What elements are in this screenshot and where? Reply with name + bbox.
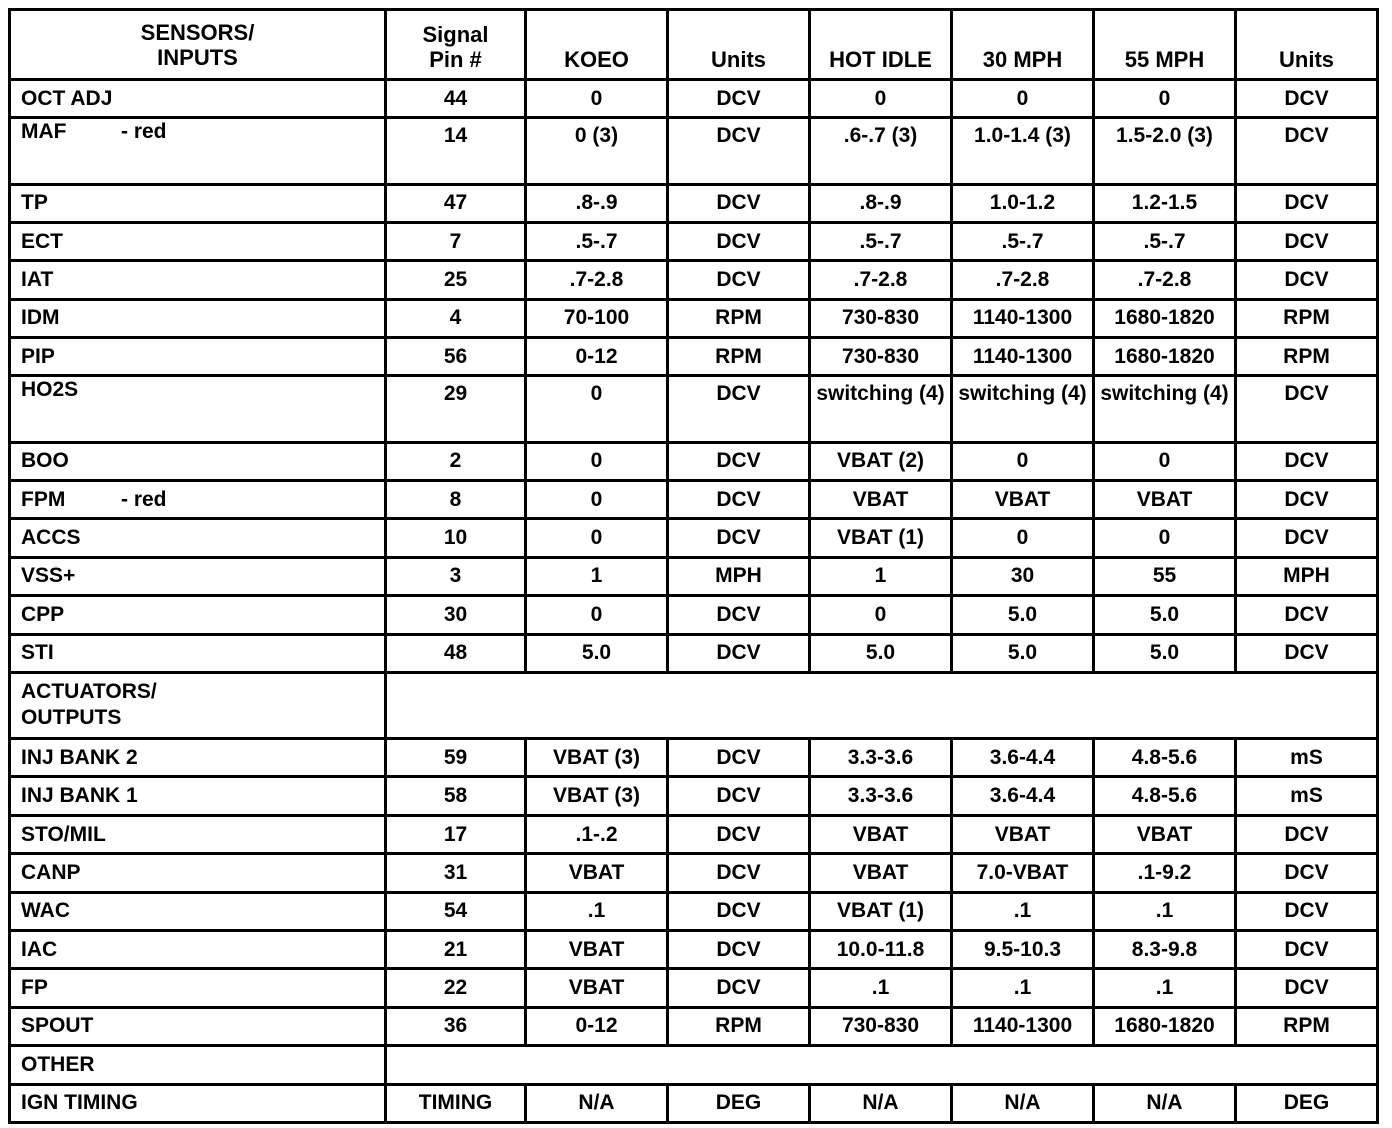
other-heading: OTHER <box>10 1046 386 1084</box>
table-row <box>10 261 1378 299</box>
cell-mph55: VBAT <box>1094 815 1236 853</box>
cell-hot-idle: 3.3-3.6 <box>810 739 952 777</box>
header-hot-idle: HOT IDLE <box>810 10 952 80</box>
cell-hot-idle: 730-830 <box>810 299 952 337</box>
cell-koeo: 1 <box>526 557 668 595</box>
cell-pin: 2 <box>386 442 526 480</box>
cell-units2: DCV <box>1236 222 1378 260</box>
other-section <box>10 1046 1378 1084</box>
cell-koeo: VBAT (3) <box>526 777 668 815</box>
signal-name: STI <box>21 641 54 665</box>
cell-hot-idle: VBAT (1) <box>810 519 952 557</box>
table-row <box>10 519 1378 557</box>
cell-mph30: 1140-1300 <box>952 299 1094 337</box>
cell-mph55: .1-9.2 <box>1094 854 1236 892</box>
table-row <box>10 557 1378 595</box>
header-units: Units <box>668 10 810 80</box>
cell-units2: DCV <box>1236 892 1378 930</box>
cell-hot-idle: N/A <box>810 1084 952 1122</box>
cell-mph30: VBAT <box>952 480 1094 518</box>
cell-units2: DCV <box>1236 376 1378 442</box>
cell-mph55: .7-2.8 <box>1094 261 1236 299</box>
cell-pin: 14 <box>386 118 526 184</box>
wire-color-note: - red <box>121 120 167 144</box>
cell-koeo: .5-.7 <box>526 222 668 260</box>
cell-koeo: VBAT (3) <box>526 739 668 777</box>
cell-hot-idle: .8-.9 <box>810 184 952 222</box>
cell-pin: 29 <box>386 376 526 442</box>
cell-units1: DCV <box>668 969 810 1007</box>
signal-name: WAC <box>21 899 70 923</box>
cell-hot-idle: .5-.7 <box>810 222 952 260</box>
other-heading-row <box>10 1046 1378 1084</box>
row-label <box>10 634 386 672</box>
cell-mph55: 4.8-5.6 <box>1094 777 1236 815</box>
cell-pin: 4 <box>386 299 526 337</box>
row-label <box>10 299 386 337</box>
row-label <box>10 931 386 969</box>
header-row <box>10 10 1378 80</box>
table-row <box>10 480 1378 518</box>
cell-units1: RPM <box>668 338 810 376</box>
table-row <box>10 931 1378 969</box>
cell-units1: DCV <box>668 480 810 518</box>
cell-mph30: 3.6-4.4 <box>952 777 1094 815</box>
cell-koeo: 5.0 <box>526 634 668 672</box>
cell-units2: DCV <box>1236 815 1378 853</box>
cell-mph30: 0 <box>952 442 1094 480</box>
cell-mph55: VBAT <box>1094 480 1236 518</box>
row-label <box>10 519 386 557</box>
cell-koeo: 70-100 <box>526 299 668 337</box>
cell-pin: 59 <box>386 739 526 777</box>
cell-units2: DEG <box>1236 1084 1378 1122</box>
cell-koeo: 0 <box>526 80 668 118</box>
signal-name: CANP <box>21 860 81 884</box>
cell-units1: DCV <box>668 118 810 184</box>
row-label <box>10 739 386 777</box>
cell-hot-idle: VBAT <box>810 480 952 518</box>
cell-pin: 17 <box>386 815 526 853</box>
signal-name: FPM <box>21 487 66 511</box>
cell-units2: DCV <box>1236 118 1378 184</box>
cell-mph30: N/A <box>952 1084 1094 1122</box>
cell-mph55: 0 <box>1094 442 1236 480</box>
cell-pin: 47 <box>386 184 526 222</box>
header-55-mph: 55 MPH <box>1094 10 1236 80</box>
cell-mph30: 0 <box>952 80 1094 118</box>
signal-name: STO/MIL <box>21 822 106 846</box>
table-row <box>10 596 1378 634</box>
cell-units1: DCV <box>668 376 810 442</box>
table-row <box>10 1007 1378 1045</box>
cell-units1: RPM <box>668 299 810 337</box>
cell-hot-idle: 730-830 <box>810 1007 952 1045</box>
actuators-heading: ACTUATORS/ OUTPUTS <box>10 672 386 738</box>
signal-name: INJ BANK 2 <box>21 745 138 769</box>
cell-units1: DCV <box>668 777 810 815</box>
cell-units1: DCV <box>668 596 810 634</box>
cell-mph55: .1 <box>1094 892 1236 930</box>
signal-name: IAC <box>21 937 58 961</box>
cell-mph55: N/A <box>1094 1084 1236 1122</box>
cell-mph30: 30 <box>952 557 1094 595</box>
cell-mph55: 1680-1820 <box>1094 299 1236 337</box>
table-row <box>10 222 1378 260</box>
row-label <box>10 596 386 634</box>
cell-hot-idle: 730-830 <box>810 338 952 376</box>
table-row <box>10 184 1378 222</box>
cell-pin: 7 <box>386 222 526 260</box>
cell-units2: DCV <box>1236 80 1378 118</box>
cell-hot-idle: 5.0 <box>810 634 952 672</box>
cell-mph30: 9.5-10.3 <box>952 931 1094 969</box>
cell-units2: DCV <box>1236 480 1378 518</box>
cell-koeo: VBAT <box>526 854 668 892</box>
cell-pin: 58 <box>386 777 526 815</box>
actuators-heading-blank <box>386 672 1378 738</box>
cell-pin: 22 <box>386 969 526 1007</box>
cell-pin: 48 <box>386 634 526 672</box>
row-label <box>10 480 386 518</box>
actuators-section <box>10 672 1378 738</box>
row-label <box>10 557 386 595</box>
cell-hot-idle: .1 <box>810 969 952 1007</box>
table-row <box>10 892 1378 930</box>
cell-hot-idle: VBAT (2) <box>810 442 952 480</box>
signal-name: CPP <box>21 602 65 626</box>
row-label <box>10 777 386 815</box>
cell-mph55: 55 <box>1094 557 1236 595</box>
signal-name: BOO <box>21 449 69 473</box>
cell-mph30: .7-2.8 <box>952 261 1094 299</box>
cell-hot-idle: VBAT <box>810 815 952 853</box>
cell-units1: DCV <box>668 80 810 118</box>
cell-mph30: 0 <box>952 519 1094 557</box>
signal-name: ACCS <box>21 526 81 550</box>
cell-units1: DCV <box>668 815 810 853</box>
row-label <box>10 261 386 299</box>
row-label <box>10 80 386 118</box>
signal-name: VSS+ <box>21 564 76 588</box>
cell-hot-idle: switching (4) <box>810 376 952 442</box>
signal-name: IAT <box>21 267 54 291</box>
cell-mph55: 5.0 <box>1094 634 1236 672</box>
cell-koeo: 0 <box>526 519 668 557</box>
cell-units2: DCV <box>1236 184 1378 222</box>
cell-mph55: 1680-1820 <box>1094 338 1236 376</box>
cell-units2: DCV <box>1236 261 1378 299</box>
cell-koeo: .7-2.8 <box>526 261 668 299</box>
cell-koeo: 0-12 <box>526 338 668 376</box>
cell-mph30: 1.0-1.2 <box>952 184 1094 222</box>
cell-units2: mS <box>1236 777 1378 815</box>
cell-mph55: 8.3-9.8 <box>1094 931 1236 969</box>
row-label <box>10 892 386 930</box>
cell-koeo: .1 <box>526 892 668 930</box>
cell-units1: DCV <box>668 854 810 892</box>
cell-koeo: VBAT <box>526 969 668 1007</box>
cell-units2: DCV <box>1236 854 1378 892</box>
cell-koeo: 0-12 <box>526 1007 668 1045</box>
signal-name: IGN TIMING <box>21 1091 138 1115</box>
cell-mph55: .5-.7 <box>1094 222 1236 260</box>
cell-hot-idle: 0 <box>810 596 952 634</box>
cell-units1: DCV <box>668 261 810 299</box>
cell-mph55: 5.0 <box>1094 596 1236 634</box>
cell-pin: TIMING <box>386 1084 526 1122</box>
row-label <box>10 1007 386 1045</box>
cell-pin: 56 <box>386 338 526 376</box>
cell-mph55: 0 <box>1094 80 1236 118</box>
cell-mph30: .5-.7 <box>952 222 1094 260</box>
cell-units1: DCV <box>668 184 810 222</box>
signal-name: OCT ADJ <box>21 86 113 110</box>
cell-mph30: switching (4) <box>952 376 1094 442</box>
row-label <box>10 118 386 184</box>
actuators-heading-row <box>10 672 1378 738</box>
cell-mph30: .1 <box>952 969 1094 1007</box>
cell-units1: DCV <box>668 222 810 260</box>
signal-name: HO2S <box>21 378 79 402</box>
cell-hot-idle: VBAT <box>810 854 952 892</box>
sensor-rows <box>10 80 1378 673</box>
cell-units2: RPM <box>1236 299 1378 337</box>
cell-koeo: 0 <box>526 480 668 518</box>
cell-koeo: 0 <box>526 442 668 480</box>
cell-units2: RPM <box>1236 338 1378 376</box>
cell-units2: DCV <box>1236 969 1378 1007</box>
cell-pin: 31 <box>386 854 526 892</box>
cell-mph30: 3.6-4.4 <box>952 739 1094 777</box>
header-units-2: Units <box>1236 10 1378 80</box>
cell-units2: RPM <box>1236 1007 1378 1045</box>
header-koeo: KOEO <box>526 10 668 80</box>
cell-units1: DCV <box>668 519 810 557</box>
header-signal-pin: Signal Pin # <box>386 10 526 80</box>
signal-name: TP <box>21 191 48 215</box>
signal-name: ECT <box>21 229 63 253</box>
table-row <box>10 634 1378 672</box>
row-label <box>10 1084 386 1122</box>
cell-mph55: 1680-1820 <box>1094 1007 1236 1045</box>
cell-hot-idle: .6-.7 (3) <box>810 118 952 184</box>
table-row <box>10 969 1378 1007</box>
cell-pin: 3 <box>386 557 526 595</box>
cell-hot-idle: .7-2.8 <box>810 261 952 299</box>
cell-units2: DCV <box>1236 596 1378 634</box>
cell-hot-idle: VBAT (1) <box>810 892 952 930</box>
cell-mph30: 7.0-VBAT <box>952 854 1094 892</box>
cell-units2: DCV <box>1236 519 1378 557</box>
wire-color-note: - red <box>121 487 167 511</box>
cell-mph30: 1140-1300 <box>952 1007 1094 1045</box>
cell-units1: DCV <box>668 634 810 672</box>
cell-units2: MPH <box>1236 557 1378 595</box>
cell-units1: DCV <box>668 739 810 777</box>
cell-units2: DCV <box>1236 931 1378 969</box>
cell-units1: DEG <box>668 1084 810 1122</box>
row-label <box>10 815 386 853</box>
cell-pin: 25 <box>386 261 526 299</box>
cell-koeo: .1-.2 <box>526 815 668 853</box>
cell-pin: 54 <box>386 892 526 930</box>
cell-hot-idle: 10.0-11.8 <box>810 931 952 969</box>
cell-hot-idle: 0 <box>810 80 952 118</box>
row-label <box>10 376 386 442</box>
table-row <box>10 80 1378 118</box>
cell-mph30: .1 <box>952 892 1094 930</box>
cell-koeo: N/A <box>526 1084 668 1122</box>
cell-hot-idle: 3.3-3.6 <box>810 777 952 815</box>
cell-units2: DCV <box>1236 634 1378 672</box>
cell-koeo: 0 <box>526 596 668 634</box>
other-heading-blank <box>386 1046 1378 1084</box>
row-label <box>10 969 386 1007</box>
signal-name: INJ BANK 1 <box>21 784 138 808</box>
table-row <box>10 739 1378 777</box>
row-label <box>10 338 386 376</box>
cell-pin: 8 <box>386 480 526 518</box>
cell-pin: 30 <box>386 596 526 634</box>
pinpoint-values-table <box>8 8 1379 1124</box>
cell-koeo: 0 (3) <box>526 118 668 184</box>
table-row <box>10 299 1378 337</box>
cell-koeo: 0 <box>526 376 668 442</box>
cell-pin: 21 <box>386 931 526 969</box>
signal-name: IDM <box>21 306 60 330</box>
table-row <box>10 1084 1378 1122</box>
cell-mph30: 1.0-1.4 (3) <box>952 118 1094 184</box>
header-30-mph: 30 MPH <box>952 10 1094 80</box>
cell-units1: DCV <box>668 442 810 480</box>
cell-mph30: 5.0 <box>952 596 1094 634</box>
signal-name: MAF <box>21 120 67 144</box>
cell-units2: DCV <box>1236 442 1378 480</box>
cell-pin: 10 <box>386 519 526 557</box>
signal-name: FP <box>21 976 48 1000</box>
header-sensors-inputs: SENSORS/ INPUTS <box>10 10 386 80</box>
signal-name: SPOUT <box>21 1014 94 1038</box>
cell-pin: 44 <box>386 80 526 118</box>
cell-hot-idle: 1 <box>810 557 952 595</box>
cell-pin: 36 <box>386 1007 526 1045</box>
cell-mph55: 1.5-2.0 (3) <box>1094 118 1236 184</box>
cell-mph55: 4.8-5.6 <box>1094 739 1236 777</box>
table-row <box>10 854 1378 892</box>
cell-mph30: 1140-1300 <box>952 338 1094 376</box>
table-row <box>10 442 1378 480</box>
row-label <box>10 184 386 222</box>
actuator-rows <box>10 739 1378 1046</box>
cell-koeo: .8-.9 <box>526 184 668 222</box>
cell-koeo: VBAT <box>526 931 668 969</box>
table-row <box>10 777 1378 815</box>
table-row <box>10 815 1378 853</box>
cell-units1: MPH <box>668 557 810 595</box>
row-label <box>10 222 386 260</box>
table-row <box>10 118 1378 184</box>
cell-mph55: 0 <box>1094 519 1236 557</box>
row-label <box>10 442 386 480</box>
row-label <box>10 854 386 892</box>
cell-mph55: switching (4) <box>1094 376 1236 442</box>
cell-mph55: 1.2-1.5 <box>1094 184 1236 222</box>
cell-units1: DCV <box>668 931 810 969</box>
other-rows <box>10 1084 1378 1122</box>
cell-units1: RPM <box>668 1007 810 1045</box>
cell-mph30: VBAT <box>952 815 1094 853</box>
cell-units1: DCV <box>668 892 810 930</box>
signal-name: PIP <box>21 344 55 368</box>
table-row <box>10 338 1378 376</box>
cell-mph30: 5.0 <box>952 634 1094 672</box>
table-row <box>10 376 1378 442</box>
cell-mph55: .1 <box>1094 969 1236 1007</box>
cell-units2: mS <box>1236 739 1378 777</box>
